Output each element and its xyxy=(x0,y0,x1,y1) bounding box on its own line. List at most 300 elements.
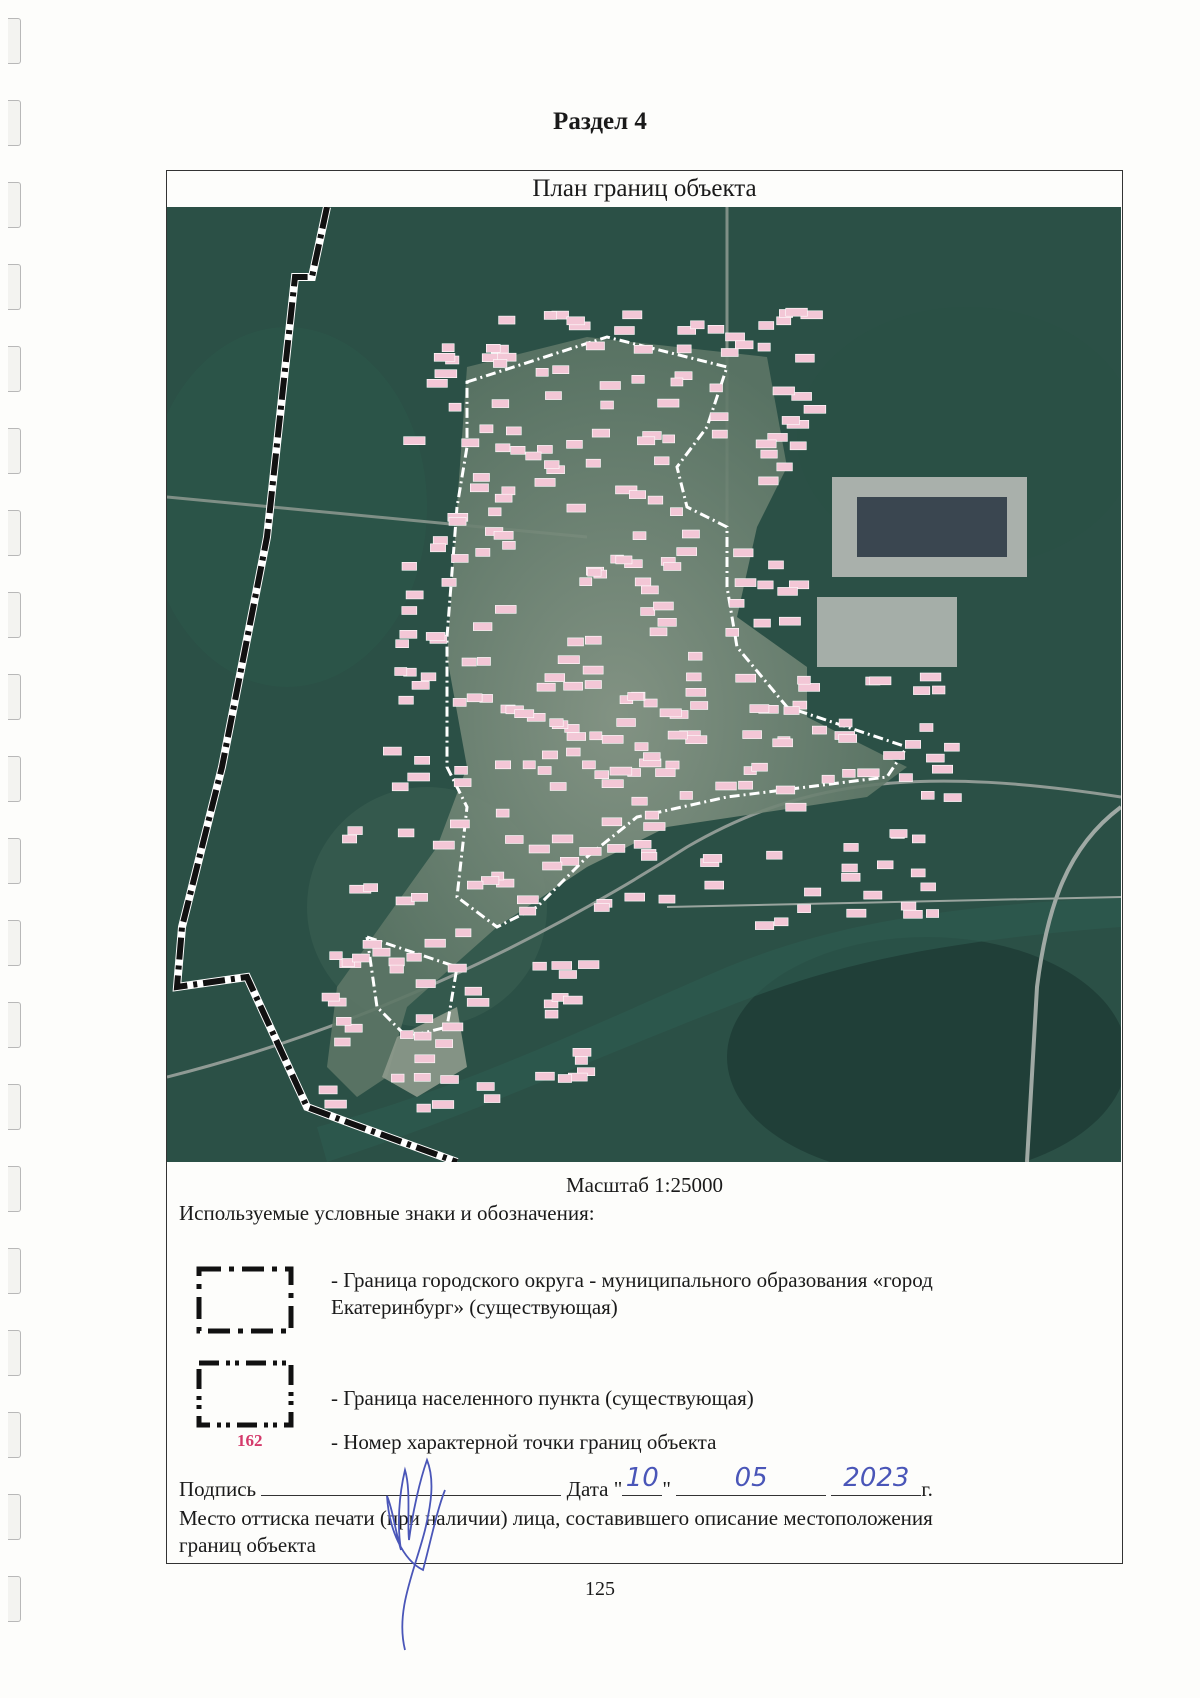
point-label-box xyxy=(523,761,535,769)
point-label-box xyxy=(890,830,907,838)
point-label-box xyxy=(615,327,635,335)
point-label-box xyxy=(336,1017,351,1025)
stamp-note xyxy=(179,1505,1099,1559)
point-label-box xyxy=(913,687,929,695)
date-day-field xyxy=(622,1463,662,1496)
point-label-box xyxy=(453,698,466,706)
point-label-box xyxy=(553,366,569,374)
point-label-box xyxy=(944,743,959,751)
point-label-box xyxy=(600,382,621,390)
point-label-box xyxy=(414,1073,430,1081)
point-label-box xyxy=(465,987,482,995)
point-label-box xyxy=(416,980,435,988)
point-label-box xyxy=(629,491,645,499)
point-label-box xyxy=(847,909,866,917)
point-label-box xyxy=(575,1056,587,1064)
point-label-box xyxy=(436,1040,453,1048)
point-label-box xyxy=(467,998,489,1006)
point-label-box xyxy=(373,948,390,956)
point-label-box xyxy=(759,322,774,330)
point-label-box xyxy=(392,783,408,791)
point-label-box xyxy=(901,902,916,910)
point-label-box xyxy=(634,345,652,353)
point-label-box xyxy=(616,556,632,564)
point-label-box xyxy=(839,735,857,743)
point-label-box xyxy=(654,457,669,465)
point-label-box xyxy=(743,731,762,739)
point-label-box xyxy=(400,1031,413,1039)
point-label-box xyxy=(735,579,756,587)
point-label-box xyxy=(473,623,492,631)
point-label-box xyxy=(686,688,706,696)
point-label-box xyxy=(489,508,502,516)
point-label-box xyxy=(342,835,356,843)
point-label-box xyxy=(691,702,708,710)
point-label-box xyxy=(559,971,577,979)
point-label-box xyxy=(544,461,559,469)
point-label-box xyxy=(703,854,722,862)
point-label-box xyxy=(390,965,404,973)
binding-hole xyxy=(8,1412,21,1458)
point-label-box xyxy=(899,774,912,782)
point-label-box xyxy=(904,910,923,918)
point-label-box xyxy=(542,751,557,759)
point-label-box xyxy=(864,891,882,899)
point-label-box xyxy=(402,562,417,570)
point-label-box xyxy=(634,840,651,848)
point-label-box xyxy=(648,496,663,504)
point-label-box xyxy=(921,791,934,799)
point-label-box xyxy=(625,893,645,901)
point-label-box xyxy=(595,771,609,779)
point-label-box xyxy=(348,827,363,835)
point-label-box xyxy=(434,353,455,361)
point-label-box xyxy=(503,541,516,549)
point-label-box xyxy=(786,803,806,811)
point-label-box xyxy=(477,657,490,665)
signature-row: Подпись Дата " 10 " 05 2023 г. xyxy=(179,1463,933,1501)
point-label-box xyxy=(545,392,561,400)
point-label-box xyxy=(644,699,657,707)
point-label-box xyxy=(415,756,430,764)
point-label-box xyxy=(560,857,579,865)
date-label: Дата xyxy=(566,1477,609,1501)
point-label-box xyxy=(335,1038,351,1046)
point-label-box xyxy=(755,922,774,930)
section-title: Раздел 4 xyxy=(553,108,647,135)
point-label-box xyxy=(567,504,586,512)
point-label-box xyxy=(484,1095,500,1103)
point-label-box xyxy=(844,843,859,851)
binding-hole xyxy=(8,592,21,638)
binding-hole xyxy=(8,346,21,392)
point-label-box xyxy=(602,780,623,788)
point-label-box xyxy=(752,763,768,771)
point-label-box xyxy=(905,740,920,748)
point-label-box xyxy=(644,823,666,831)
point-label-box xyxy=(637,437,654,445)
point-label-box xyxy=(708,325,724,333)
point-label-box xyxy=(480,425,493,433)
point-label-box xyxy=(912,835,925,843)
point-label-box xyxy=(442,578,456,586)
point-label-box xyxy=(822,775,834,783)
point-label-box xyxy=(400,630,417,638)
point-label-box xyxy=(804,888,820,896)
point-label-box xyxy=(492,400,509,408)
point-label-box xyxy=(432,1101,454,1109)
point-label-box xyxy=(322,993,340,1001)
point-label-box xyxy=(682,530,699,538)
point-label-box xyxy=(677,548,697,556)
point-label-box xyxy=(776,786,795,794)
point-label-box xyxy=(583,666,603,674)
point-label-box xyxy=(664,563,681,571)
point-label-box xyxy=(529,845,549,853)
point-label-box xyxy=(425,939,446,947)
date-month-field xyxy=(676,1463,826,1496)
point-label-box xyxy=(566,748,580,756)
point-label-box xyxy=(659,895,675,903)
point-label-box xyxy=(398,829,414,837)
point-number-sample: 162 xyxy=(237,1431,263,1450)
point-label-box xyxy=(592,429,610,437)
point-label-box xyxy=(495,605,516,613)
point-label-box xyxy=(558,656,579,664)
point-label-box xyxy=(635,578,651,586)
year-suffix: г. xyxy=(921,1477,933,1501)
point-label-box xyxy=(477,1083,494,1091)
point-label-box xyxy=(421,673,436,681)
point-label-box xyxy=(843,769,856,777)
point-label-box xyxy=(670,508,682,516)
point-label-box xyxy=(782,416,800,424)
point-label-box xyxy=(778,587,798,595)
point-label-box xyxy=(712,430,727,438)
point-label-box xyxy=(426,632,445,640)
point-label-box xyxy=(635,743,648,751)
date-year: 2023 xyxy=(843,1463,910,1493)
point-label-box xyxy=(926,754,944,762)
point-label-box xyxy=(623,311,642,319)
point-label-box xyxy=(499,316,515,324)
point-label-box xyxy=(601,401,614,409)
point-label-box xyxy=(710,384,723,392)
point-label-box xyxy=(594,904,609,912)
point-label-box xyxy=(580,578,592,586)
point-label-box xyxy=(668,731,687,739)
binding-hole xyxy=(8,756,21,802)
point-label-box xyxy=(550,783,566,791)
point-label-box xyxy=(406,591,423,599)
point-label-box xyxy=(567,733,586,741)
point-label-box xyxy=(602,818,622,826)
point-label-box xyxy=(680,791,693,799)
point-label-box xyxy=(842,864,858,872)
legend-city-boundary-text: Екатеринбург» (существующая) xyxy=(331,1295,618,1319)
point-label-box xyxy=(402,607,417,615)
point-label-box xyxy=(578,961,599,969)
point-label-box xyxy=(773,387,795,395)
point-label-box xyxy=(467,881,483,889)
point-label-box xyxy=(769,561,784,569)
binding-hole xyxy=(8,1002,21,1048)
point-label-box xyxy=(756,440,776,448)
point-label-box xyxy=(389,958,405,966)
point-label-box xyxy=(430,544,445,552)
point-label-box xyxy=(442,344,454,352)
map-canvas xyxy=(167,207,1121,1162)
point-label-box xyxy=(408,773,430,781)
point-label-box xyxy=(417,1104,431,1112)
point-label-box xyxy=(404,437,426,445)
point-label-box xyxy=(412,681,429,689)
point-label-box xyxy=(535,478,555,486)
binding-hole xyxy=(8,838,21,884)
point-label-box xyxy=(427,379,447,387)
point-label-box xyxy=(926,910,938,918)
point-label-box xyxy=(433,537,447,545)
point-label-box xyxy=(442,1023,463,1031)
point-label-box xyxy=(739,781,753,789)
point-label-box xyxy=(552,835,573,843)
point-label-box xyxy=(505,836,523,844)
point-label-box xyxy=(586,342,604,350)
point-label-box xyxy=(486,344,500,352)
point-label-box xyxy=(671,378,683,386)
point-label-box xyxy=(585,636,601,644)
point-label-box xyxy=(449,517,466,525)
point-label-box xyxy=(786,308,808,316)
point-label-box xyxy=(608,844,625,852)
point-label-box xyxy=(734,549,754,557)
point-label-box xyxy=(449,403,461,411)
point-label-box xyxy=(580,847,602,855)
point-label-box xyxy=(726,333,745,341)
point-label-box xyxy=(633,532,646,540)
legend-heading: Используемые условные знаки и обозначения: xyxy=(179,1201,595,1225)
point-label-box xyxy=(456,929,471,937)
point-label-box xyxy=(653,602,673,610)
point-label-box xyxy=(641,608,655,616)
point-label-box xyxy=(582,761,595,769)
point-label-box xyxy=(383,747,401,755)
point-label-box xyxy=(545,674,565,682)
point-label-box xyxy=(325,1100,347,1108)
point-label-box xyxy=(467,694,482,702)
point-label-box xyxy=(610,767,632,775)
point-label-box xyxy=(920,673,941,681)
binding-edge xyxy=(0,0,36,1698)
point-label-box xyxy=(564,682,583,690)
point-label-box xyxy=(495,761,510,769)
point-label-box xyxy=(660,709,681,717)
point-label-box xyxy=(790,442,806,450)
binding-hole xyxy=(8,1084,21,1130)
point-label-box xyxy=(686,736,707,744)
point-label-box xyxy=(545,1010,558,1018)
point-label-box xyxy=(493,360,507,368)
point-label-box xyxy=(319,1086,337,1094)
point-label-box xyxy=(710,413,728,421)
stamp-note-line: границ объекта xyxy=(179,1533,316,1557)
point-label-box xyxy=(407,953,422,961)
point-label-box xyxy=(761,450,778,458)
map-scale: Масштаб 1:25000 xyxy=(565,1173,723,1197)
binding-hole xyxy=(8,510,21,556)
point-label-box xyxy=(454,779,471,787)
point-label-box xyxy=(804,405,826,413)
point-label-box xyxy=(602,735,623,743)
point-label-box xyxy=(759,477,779,485)
point-label-box xyxy=(726,628,739,636)
binding-hole xyxy=(8,1248,21,1294)
point-label-box xyxy=(920,724,933,732)
point-label-box xyxy=(758,581,774,589)
point-label-box xyxy=(536,368,548,376)
binding-hole xyxy=(8,428,21,474)
point-label-box xyxy=(552,962,572,970)
point-label-box xyxy=(476,548,490,556)
point-label-box xyxy=(568,638,584,646)
point-label-box xyxy=(812,726,826,734)
point-label-box xyxy=(932,765,952,773)
point-label-box xyxy=(798,676,811,684)
point-label-box xyxy=(481,877,499,885)
signature-scribble xyxy=(365,1450,455,1660)
city-boundary-symbol xyxy=(191,1263,299,1343)
point-label-box xyxy=(643,753,660,761)
point-label-box xyxy=(691,321,705,329)
point-label-box xyxy=(586,459,600,467)
point-label-box xyxy=(415,1055,435,1063)
legend-point-number-text: - Номер характерной точки границ объекта xyxy=(331,1430,717,1454)
stamp-note-line: Место оттиска печати (при наличии) лица, составившего описание местоположения xyxy=(179,1506,933,1530)
legend-settlement-boundary xyxy=(179,1357,1099,1437)
point-label-box xyxy=(944,794,961,802)
point-label-box xyxy=(396,640,409,648)
point-label-box xyxy=(921,883,936,891)
point-label-box xyxy=(932,686,945,694)
point-label-box xyxy=(330,952,343,960)
page-number: 125 xyxy=(585,1578,615,1600)
date-day: 10 xyxy=(625,1463,659,1493)
point-label-box xyxy=(617,719,636,727)
point-label-box xyxy=(506,427,521,435)
point-label-box xyxy=(758,343,770,351)
point-label-box xyxy=(588,568,602,576)
point-label-box xyxy=(796,354,815,362)
point-label-box xyxy=(517,896,538,904)
point-label-box xyxy=(645,811,659,819)
point-label-box xyxy=(911,869,925,877)
point-label-box xyxy=(870,677,892,685)
point-label-box xyxy=(352,954,369,962)
point-label-box xyxy=(470,484,488,492)
point-label-box xyxy=(533,962,547,970)
point-label-box xyxy=(767,851,783,859)
point-label-box xyxy=(736,674,756,682)
point-label-box xyxy=(729,599,744,607)
point-label-box xyxy=(585,681,601,689)
point-label-box xyxy=(473,473,489,481)
point-label-box xyxy=(435,370,457,378)
point-label-box xyxy=(495,494,512,502)
point-label-box xyxy=(395,668,407,676)
plan-title: План границ объекта xyxy=(532,175,757,202)
point-label-box xyxy=(537,683,555,691)
point-label-box xyxy=(544,311,556,319)
point-label-box xyxy=(632,797,648,805)
binding-hole xyxy=(8,920,21,966)
point-label-box xyxy=(452,554,469,562)
point-label-box xyxy=(448,964,466,972)
point-label-box xyxy=(462,439,479,447)
point-label-box xyxy=(363,940,382,948)
settlement-boundary-symbol xyxy=(191,1357,299,1437)
point-label-box xyxy=(526,452,541,460)
point-label-box xyxy=(411,893,427,901)
point-label-box xyxy=(567,440,583,448)
point-label-box xyxy=(735,341,753,349)
binding-hole xyxy=(8,674,21,720)
point-label-box xyxy=(666,761,679,769)
point-label-box xyxy=(632,375,645,383)
point-label-box xyxy=(686,673,701,681)
point-label-box xyxy=(567,317,585,325)
legend-point-number xyxy=(179,1427,1099,1463)
point-label-box xyxy=(536,1072,555,1080)
point-label-box xyxy=(656,769,676,777)
point-label-box xyxy=(538,767,551,775)
point-label-box xyxy=(641,586,658,594)
point-label-box xyxy=(705,881,724,889)
legend-city-boundary-text: - Граница городского округа - муниципального образования «город xyxy=(331,1268,933,1292)
point-label-box xyxy=(858,769,880,777)
point-label-box xyxy=(798,905,811,913)
legend-city-boundary xyxy=(179,1263,1099,1343)
point-label-box xyxy=(414,1032,431,1040)
point-label-box xyxy=(462,658,476,666)
signature-label: Подпись xyxy=(179,1477,257,1501)
point-label-box xyxy=(455,766,468,774)
binding-hole xyxy=(8,1166,21,1212)
point-label-box xyxy=(441,1076,459,1084)
point-label-box xyxy=(628,692,644,700)
point-label-box xyxy=(688,652,702,660)
point-label-box xyxy=(884,752,905,760)
point-label-box xyxy=(433,841,454,849)
point-label-box xyxy=(502,487,515,495)
point-label-box xyxy=(777,317,791,325)
point-label-box xyxy=(877,861,893,869)
point-label-box xyxy=(677,345,691,353)
point-label-box xyxy=(515,710,534,718)
point-label-box xyxy=(416,1015,433,1023)
point-label-box xyxy=(777,463,793,471)
point-label-box xyxy=(650,628,667,636)
point-label-box xyxy=(558,1075,571,1083)
point-label-box xyxy=(573,1048,591,1056)
plan-frame xyxy=(166,170,1123,1564)
point-label-box xyxy=(658,618,677,626)
point-label-box xyxy=(721,349,738,357)
date-year-field xyxy=(831,1463,921,1496)
point-label-box xyxy=(511,446,525,454)
binding-hole xyxy=(8,182,21,228)
point-label-box xyxy=(550,719,564,727)
point-label-box xyxy=(773,739,793,747)
